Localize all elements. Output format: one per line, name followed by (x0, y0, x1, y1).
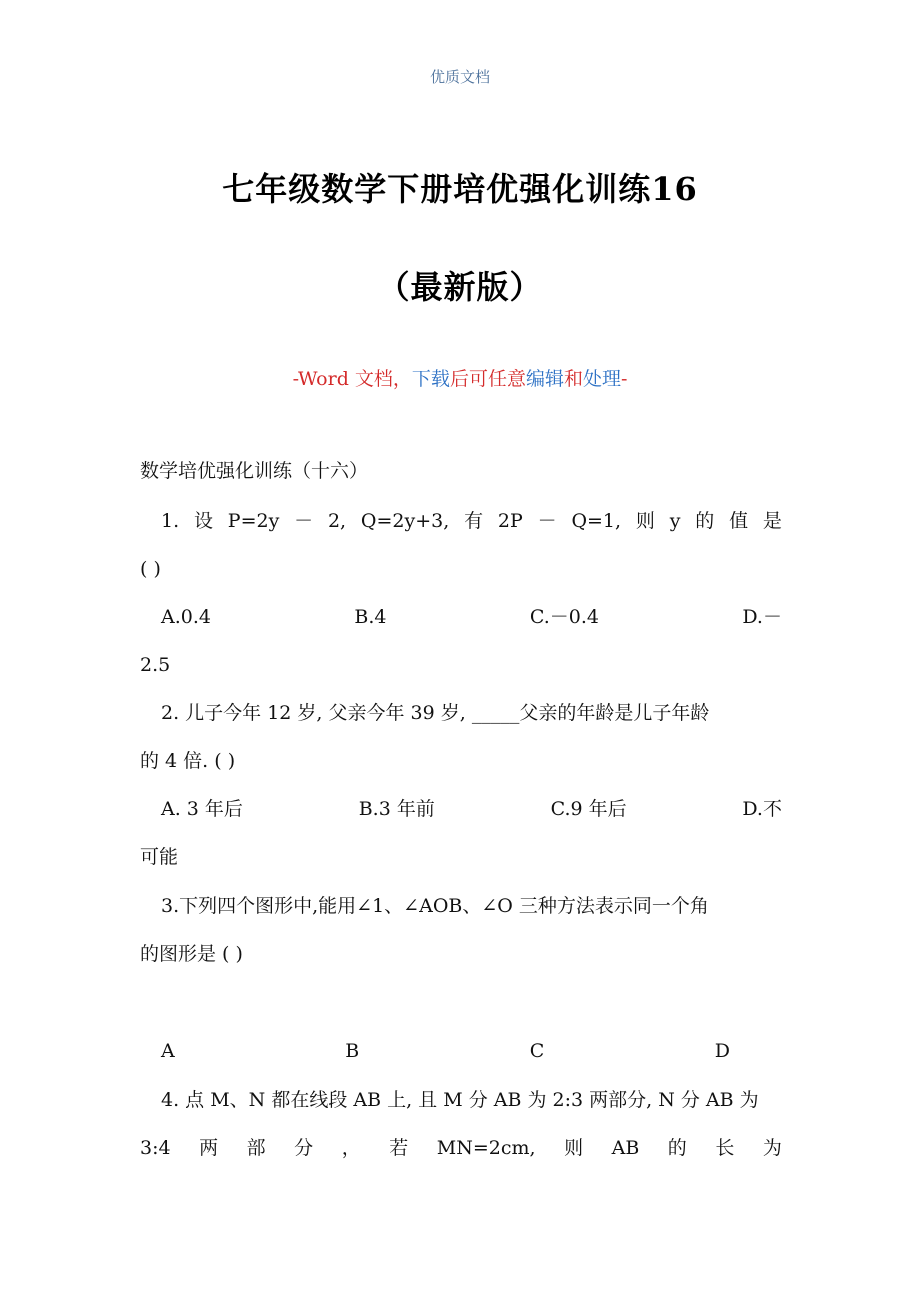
question-1-text (140, 506, 782, 536)
option-d: D.－ (742, 606, 782, 628)
q4-word: 部 (246, 1137, 266, 1159)
q4-word: 则 (564, 1137, 584, 1159)
document-title: 七年级数学下册培优强化训练16 (222, 170, 698, 208)
q4-word: 若 (389, 1137, 409, 1159)
q1-word: 值 (729, 510, 749, 532)
q1-word: P=2y (227, 510, 280, 532)
subtitle-part: -Word 文档， (292, 368, 412, 390)
q1-word: 的 (695, 510, 715, 532)
option-d: D.不 (742, 798, 782, 820)
question-4-text-continued (140, 1133, 782, 1163)
subtitle-part: 和 (563, 368, 583, 390)
subtitle-part: 后可任意 (449, 368, 526, 390)
q1-word: － (294, 510, 314, 532)
subtitle-part: 下载 (411, 368, 450, 390)
q1-word: 2, (327, 510, 347, 532)
q1-word: 1. (161, 510, 180, 532)
q4-word: 分 (294, 1137, 314, 1159)
figure-label-b: B (345, 1040, 360, 1062)
q4-word: 长 (715, 1137, 735, 1159)
q4-word: 的 (667, 1137, 687, 1159)
subtitle-part: - (621, 368, 628, 390)
document-title-edition: （最新版） (377, 268, 543, 306)
option-c: C.－0.4 (529, 606, 599, 628)
option-b: B.3 年前 (358, 798, 435, 820)
question-4-text: 4. 点 M、N 都在线段 AB 上, 且 M 分 AB 为 2:3 两部分, N 分 AB 为 (161, 1089, 759, 1111)
question-2-text-continued: 的 4 倍. ( ) (140, 750, 236, 772)
page-header: 优质文档 (429, 68, 490, 86)
section-title: 数学培优强化训练（十六） (140, 460, 369, 482)
subtitle-part: 处理 (582, 368, 621, 390)
question-3-text-continued: 的图形是 ( ) (140, 943, 243, 965)
option-b: B.4 (354, 606, 387, 628)
q4-word: MN=2cm, (436, 1137, 536, 1159)
question-3-figure-labels (140, 1036, 782, 1066)
q1-word: Q=2y+3, (360, 510, 450, 532)
question-1-options (140, 602, 782, 632)
q4-word: 为 (762, 1137, 782, 1159)
q1-word: 有 (464, 510, 484, 532)
option-c: C.9 年后 (550, 798, 627, 820)
q1-word: － (537, 510, 557, 532)
q4-word: AB (611, 1137, 640, 1159)
option-a: A. 3 年后 (161, 798, 243, 820)
question-1-option-continued: 2.5 (140, 654, 171, 676)
subtitle-part: 编辑 (525, 368, 564, 390)
option-a: A.0.4 (161, 606, 211, 628)
q1-word: 则 (635, 510, 655, 532)
q4-word: 两 (199, 1137, 219, 1159)
q4-word: 3:4 (140, 1137, 171, 1159)
question-2-option-continued: 可能 (140, 846, 179, 868)
q1-word: y (669, 510, 681, 532)
question-1-answer-blank: ( ) (140, 558, 161, 580)
q4-word: ， (341, 1137, 361, 1159)
q1-word: 设 (193, 510, 213, 532)
figure-label-c: C (529, 1040, 545, 1062)
figure-label-d: D (714, 1040, 730, 1062)
document-subtitle (0, 364, 920, 391)
question-2-options (140, 794, 782, 824)
q1-word: 是 (762, 510, 782, 532)
question-3-text: 3.下列四个图形中,能用∠1、∠AOB、∠O 三种方法表示同一个角 (161, 895, 709, 917)
q1-word: 2P (497, 510, 523, 532)
figure-label-a: A (161, 1040, 175, 1062)
question-2-text: 2. 儿子今年 12 岁, 父亲今年 39 岁, _____父亲的年龄是儿子年龄 (161, 702, 710, 724)
q1-word: Q=1, (571, 510, 622, 532)
